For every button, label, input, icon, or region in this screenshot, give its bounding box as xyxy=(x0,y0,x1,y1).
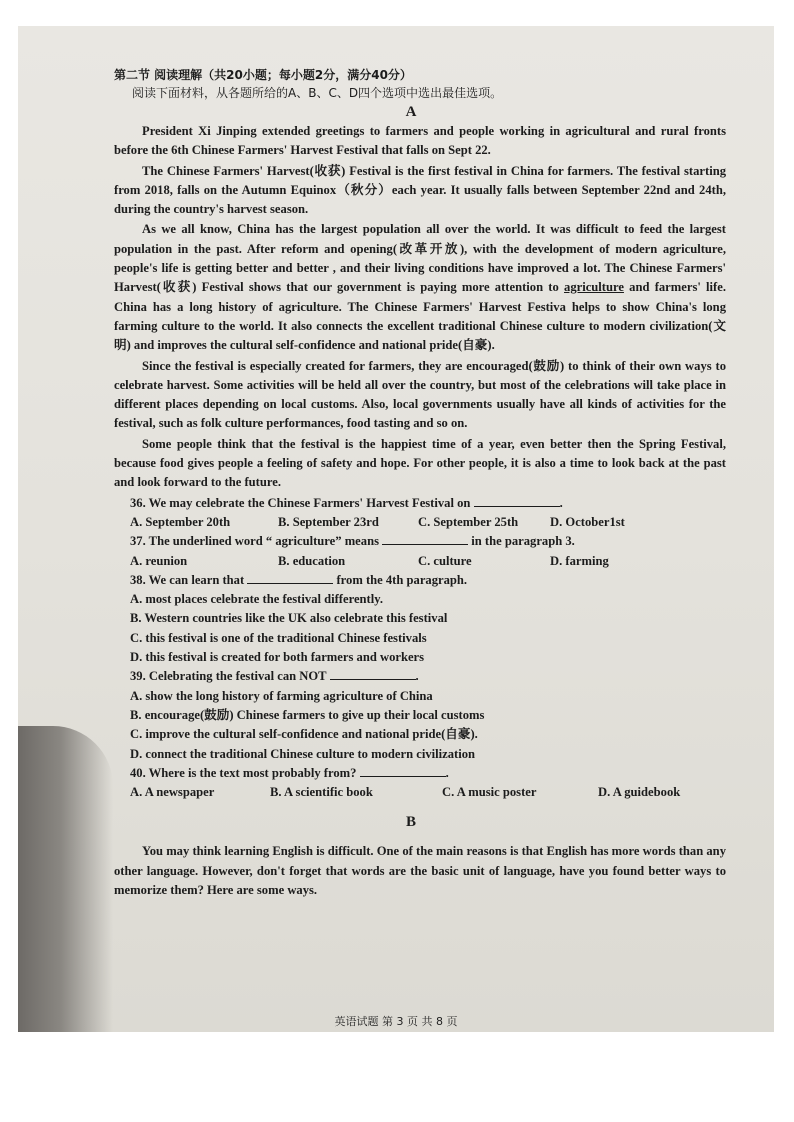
question-39-stem-end: . xyxy=(415,669,419,684)
answer-blank xyxy=(247,571,333,584)
option-d: D. farming xyxy=(550,553,609,568)
question-40-stem-end: . xyxy=(445,765,449,780)
question-36 xyxy=(96,494,726,513)
answer-blank xyxy=(382,532,468,545)
answer-blank xyxy=(474,494,560,507)
option-c: C. improve the cultural self-confidence and national pride(自豪). xyxy=(130,727,478,742)
paragraph-3-text-end: and farmers' life. China has a long history of agriculture. The Chinese Farmers' Harvest Festiva helps to show China's long farming culture to the world. It also connects the excellent traditional Chinese culture to modern civilization(文明) and improves the cultural self-confidence and national pride(自豪). xyxy=(114,280,726,353)
option-a: A. September 20th xyxy=(130,514,231,529)
question-36-stem-end: . xyxy=(559,495,563,510)
option-c: C. culture xyxy=(418,553,472,568)
question-37-options xyxy=(96,552,726,571)
question-38-stem: 38. We can learn that xyxy=(130,572,248,587)
question-39 xyxy=(96,667,726,686)
option-b: B. education xyxy=(278,553,346,568)
question-38 xyxy=(96,571,726,590)
question-36-stem: 36. We may celebrate the Chinese Farmers' Harvest Festival on xyxy=(130,495,474,510)
option-a: A. A newspaper xyxy=(130,785,215,800)
page-footer: 英语试题 第 3 页 共 8 页 xyxy=(334,1015,458,1028)
question-37 xyxy=(96,532,726,551)
option-b: B. September 23rd xyxy=(278,514,379,529)
question-37-stem-end: in the paragraph 3. xyxy=(468,534,575,549)
option-d: D. this festival is created for both farmers and workers xyxy=(130,650,425,665)
passage-a-letter: A xyxy=(405,104,417,120)
question-40-stem: 40. Where is the text most probably from? xyxy=(130,765,360,780)
scanned-page-photo xyxy=(18,26,774,1032)
option-d: D. A guidebook xyxy=(598,785,681,800)
passage-a-paragraph-2: The Chinese Farmers' Harvest(收获) Festival is the first festival in China for farmers. The festival starting from 2018, falls on the Autumn Equinox（秋分）each year. It usually falls between September 22nd and 24th, during the country's harvest season. xyxy=(114,163,726,217)
option-c: C. A music poster xyxy=(442,785,537,800)
option-c: C. this festival is one of the traditional Chinese festivals xyxy=(130,630,427,645)
option-b: B. Western countries like the UK also celebrate this festival xyxy=(130,611,448,626)
answer-blank xyxy=(330,667,416,680)
answer-blank xyxy=(360,764,446,777)
passage-a-paragraph-5: Some people think that the festival is the happiest time of a year, even better then the Spring Festival, because food gives people a feeling of safety and hope. For other people, it is also a time to look back at the past and look forward to the future. xyxy=(114,436,726,490)
option-a: A. reunion xyxy=(130,553,188,568)
passage-b-letter: B xyxy=(405,814,416,831)
question-40-options xyxy=(96,783,726,802)
passage-b-paragraph-1: You may think learning English is difficult. One of the main reasons is that English has more words than any other language. However, don't forget that words are the basic unit of language, have you found better ways to memorize them? Here are some ways. xyxy=(114,844,726,897)
underlined-word: agriculture xyxy=(564,280,624,295)
passage-a-paragraph-3 xyxy=(96,220,726,355)
passage-a-paragraph-4: Since the festival is especially created for farmers, they are encouraged(鼓励) to think of their own ways to celebrate harvest. Some activities will be held all over the country, but most of the celebrations will take place in different places depending on local customs. Also, local governments usually have all kinds of activities for the festival, such as folk culture performances, food tasting and so on. xyxy=(114,358,726,431)
option-a: A. most places celebrate the festival differently. xyxy=(130,592,383,607)
section-heading: 第二节 阅读理解（共20小题；每小题2分，满分40分） xyxy=(114,68,412,82)
option-d: D. October1st xyxy=(550,514,625,529)
question-40 xyxy=(96,764,726,783)
question-37-stem: 37. The underlined word “ agriculture” means xyxy=(130,534,383,549)
instruction-text: 阅读下面材料，从各题所给的A、B、C、D四个选项中选出最佳选项。 xyxy=(132,86,503,100)
question-38-stem-end: from the 4th paragraph. xyxy=(333,572,468,587)
option-b: B. encourage(鼓励) Chinese farmers to give up their local customs xyxy=(130,707,485,722)
option-c: C. September 25th xyxy=(418,514,519,529)
option-a: A. show the long history of farming agriculture of China xyxy=(130,688,433,703)
paragraph-3-text-start: As we all know, China has the largest population all over the world. It was difficult to feed the largest population in the past. After reform and opening(改革开放), with the development of modern agriculture, people's life is getting better and better , and their living conditions have improved a lot. The Chinese Farmers' Harvest(收获) Festival shows that our government is paying more attention to xyxy=(114,222,726,295)
option-b: B. A scientific book xyxy=(270,785,373,800)
exam-page xyxy=(96,66,726,901)
question-39-stem: 39. Celebrating the festival can NOT xyxy=(130,669,330,684)
question-36-options xyxy=(96,513,726,532)
option-d: D. connect the traditional Chinese culture to modern civilization xyxy=(130,746,476,761)
passage-a-paragraph-1: President Xi Jinping extended greetings to farmers and people working in agricultural and rural fronts before the 6th Chinese Farmers' Harvest Festival that falls on Sept 22. xyxy=(114,124,726,158)
